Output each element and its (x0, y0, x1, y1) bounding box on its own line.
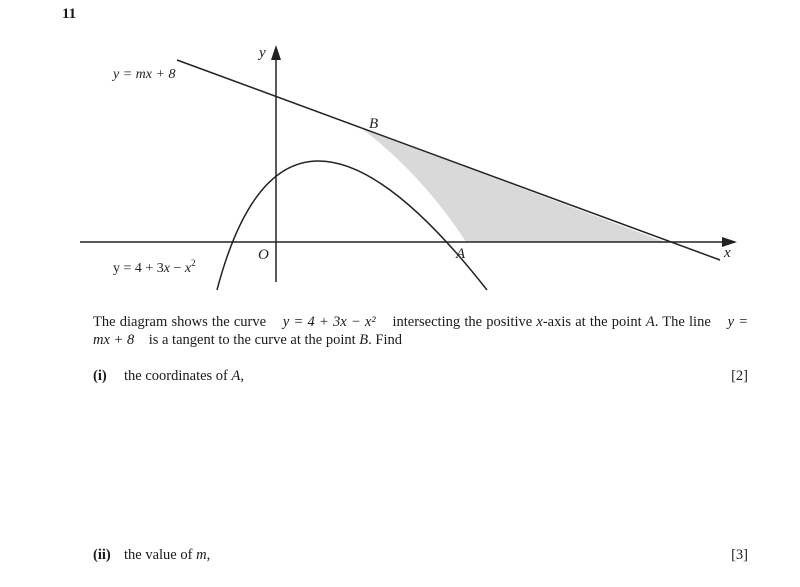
part-i-text-pre: the coordinates of (124, 368, 232, 384)
part-ii-text (124, 547, 210, 564)
curve-eq-x2: x (184, 261, 192, 276)
curve-equation: y = 4 + 3x − x² (282, 314, 376, 330)
stem-text-3: -axis at the point (542, 314, 642, 330)
part-ii-label: (ii) (93, 547, 111, 563)
part-ii-marks: [3] (731, 547, 748, 563)
tangent-line (177, 60, 720, 260)
part-i-text (124, 368, 244, 385)
part-i-marks: [2] (731, 368, 748, 384)
curve-eq-x: x (163, 261, 171, 276)
stem-text-2: intersecting the positive (392, 314, 533, 330)
question-stem (93, 313, 748, 349)
part-i-text-post: , (240, 368, 244, 384)
curve-eq-rest: − (170, 261, 185, 276)
stem-text-6: . Find (368, 332, 402, 348)
stem-text-1: The diagram shows the curve (93, 314, 267, 330)
stem-text-4: . The line (654, 314, 711, 330)
part-ii-var: m (196, 547, 207, 563)
y-axis-label: y (259, 45, 266, 61)
point-b-label: B (369, 116, 379, 132)
point-b-ref: B (359, 332, 369, 348)
part-i-label: (i) (93, 368, 107, 384)
curve-equation-label (113, 258, 196, 276)
part-ii-text-post: , (206, 547, 211, 563)
line-equation: y = mx + 8 (93, 314, 749, 348)
line-equation-lhs: y = (113, 67, 136, 82)
question-number: 11 (62, 6, 77, 22)
curve-eq-exp: 2 (191, 258, 196, 268)
line-equation-label (111, 67, 175, 82)
part-ii-text-pre: the value of (124, 547, 197, 563)
origin-label: O (258, 247, 269, 263)
point-a-label: A (456, 246, 466, 262)
curve-eq-lhs: y = 4 + 3 (113, 261, 164, 276)
point-a-ref: A (645, 314, 655, 330)
x-axis-variable: x (536, 314, 543, 330)
part-i-var: A (231, 368, 241, 384)
x-axis-label: x (724, 245, 731, 261)
stem-text-5: is a tangent to the curve at the point (148, 332, 356, 348)
y-axis-arrow-icon (271, 45, 281, 60)
line-equation-rhs: mx + 8 (135, 67, 176, 82)
